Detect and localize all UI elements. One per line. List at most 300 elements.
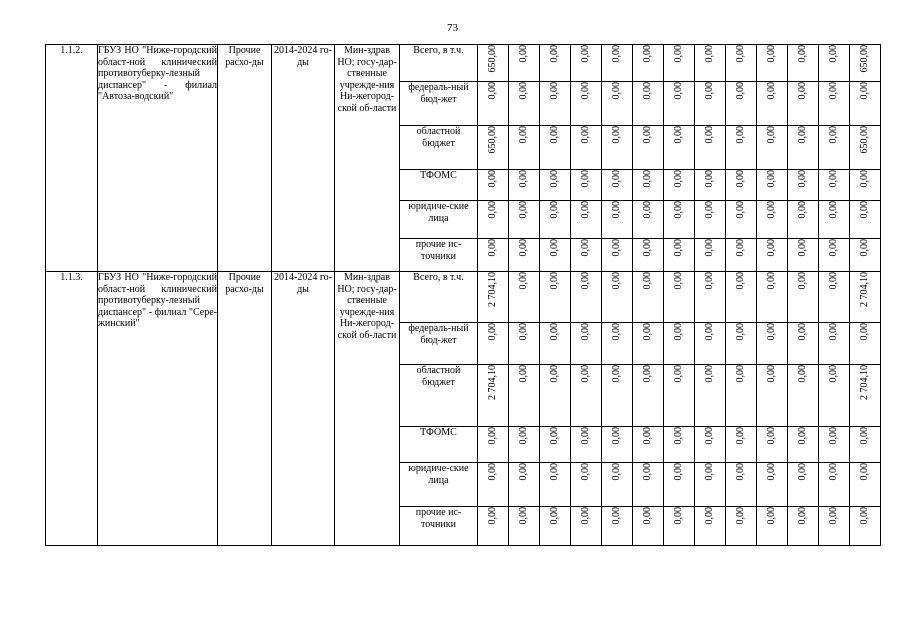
value-cell (695, 365, 726, 427)
value-cell (633, 507, 664, 546)
value-text: 0,00 (704, 45, 715, 63)
value-cell (571, 323, 602, 365)
value-text: 0,00 (766, 507, 777, 525)
value-text: 0,00 (704, 507, 715, 525)
value-cell (633, 272, 664, 323)
value-text: 0,00 (735, 365, 746, 383)
value-cell (695, 427, 726, 463)
value-cell (509, 45, 540, 82)
funding-source-label: юридиче-ские лица (400, 463, 478, 507)
value-text: 650,00 (859, 45, 870, 73)
value-text: 0,00 (549, 507, 560, 525)
value-cell (478, 45, 509, 82)
table-row (46, 45, 881, 82)
value-text: 0,00 (859, 201, 870, 219)
value-cell (819, 463, 850, 507)
value-cell (571, 239, 602, 272)
value-cell (509, 323, 540, 365)
value-text: 0,00 (580, 170, 591, 188)
value-cell (602, 323, 633, 365)
value-text: 0,00 (673, 170, 684, 188)
value-text: 0,00 (549, 45, 560, 63)
value-cell (757, 45, 788, 82)
value-text: 0,00 (797, 126, 808, 144)
value-text: 0,00 (518, 365, 529, 383)
value-text: 0,00 (580, 463, 591, 481)
value-cell (788, 82, 819, 126)
value-text: 0,00 (611, 82, 622, 100)
value-cell (850, 45, 881, 82)
budget-table (45, 44, 881, 546)
funding-source-label: областной бюджет (400, 365, 478, 427)
value-text: 0,00 (673, 427, 684, 445)
value-cell (819, 82, 850, 126)
value-text: 0,00 (735, 507, 746, 525)
value-text: 0,00 (642, 201, 653, 219)
value-text: 0,00 (549, 170, 560, 188)
value-text: 0,00 (549, 201, 560, 219)
value-cell (509, 272, 540, 323)
value-text: 0,00 (518, 126, 529, 144)
value-cell (571, 427, 602, 463)
value-text: 0,00 (580, 507, 591, 525)
funding-source-label: ТФОМС (400, 427, 478, 463)
value-text: 0,00 (580, 126, 591, 144)
value-cell (757, 126, 788, 170)
value-cell (478, 126, 509, 170)
value-text: 0,00 (766, 45, 777, 63)
value-cell (509, 239, 540, 272)
value-cell (788, 45, 819, 82)
value-text: 0,00 (859, 82, 870, 100)
value-cell (695, 45, 726, 82)
value-cell (788, 427, 819, 463)
value-text: 0,00 (518, 170, 529, 188)
value-text: 0,00 (487, 463, 498, 481)
value-text: 650,00 (487, 45, 498, 73)
value-cell (540, 463, 571, 507)
value-text: 0,00 (642, 45, 653, 63)
value-text: 0,00 (580, 201, 591, 219)
value-cell (478, 323, 509, 365)
value-text: 0,00 (611, 427, 622, 445)
value-text: 2 704,10 (859, 272, 870, 307)
value-text: 0,00 (704, 463, 715, 481)
value-cell (633, 463, 664, 507)
funding-source-label: Всего, в т.ч. (400, 45, 478, 82)
value-text: 0,00 (549, 323, 560, 341)
value-text: 0,00 (487, 201, 498, 219)
value-cell (788, 365, 819, 427)
value-cell (664, 365, 695, 427)
value-text: 2 704,10 (487, 272, 498, 307)
value-text: 0,00 (735, 82, 746, 100)
value-cell (664, 82, 695, 126)
value-cell (602, 126, 633, 170)
value-cell (509, 170, 540, 201)
value-text: 0,00 (642, 365, 653, 383)
value-cell (664, 427, 695, 463)
funding-source-label: прочие ис-точники (400, 507, 478, 546)
value-cell (509, 463, 540, 507)
funding-source-label: федераль-ный бюд-жет (400, 82, 478, 126)
value-text: 0,00 (518, 201, 529, 219)
value-text: 0,00 (735, 45, 746, 63)
value-cell (633, 126, 664, 170)
value-text: 0,00 (797, 507, 808, 525)
value-cell (478, 507, 509, 546)
value-text: 0,00 (766, 463, 777, 481)
value-text: 0,00 (549, 82, 560, 100)
value-cell (664, 507, 695, 546)
value-cell (478, 463, 509, 507)
value-cell (757, 427, 788, 463)
value-cell (478, 427, 509, 463)
value-text: 0,00 (518, 507, 529, 525)
funding-source-label: юридиче-ские лица (400, 201, 478, 239)
value-cell (726, 365, 757, 427)
value-text: 0,00 (518, 272, 529, 290)
value-text: 0,00 (766, 126, 777, 144)
row-entity: ГБУЗ НО "Ниже-городский област-ной клинический противотуберку-лезный диспансер" - филиал "Автоза-водский" (98, 45, 218, 272)
value-text: 0,00 (859, 463, 870, 481)
value-text: 0,00 (611, 272, 622, 290)
value-cell (850, 201, 881, 239)
value-text: 0,00 (518, 323, 529, 341)
value-text: 0,00 (611, 126, 622, 144)
value-cell (664, 126, 695, 170)
value-cell (478, 239, 509, 272)
value-cell (509, 507, 540, 546)
value-text: 0,00 (580, 323, 591, 341)
value-text: 0,00 (797, 239, 808, 257)
value-text: 0,00 (673, 365, 684, 383)
value-text: 0,00 (549, 463, 560, 481)
value-text: 0,00 (549, 272, 560, 290)
value-cell (571, 82, 602, 126)
value-cell (664, 272, 695, 323)
value-cell (633, 323, 664, 365)
row-responsible: Мин-здрав НО; госу-дар-ственные учрежде-ния Ни-жегород-ской об-ласти (335, 45, 400, 272)
value-cell (540, 272, 571, 323)
value-cell (571, 272, 602, 323)
value-cell (509, 427, 540, 463)
value-cell (726, 201, 757, 239)
value-text: 0,00 (673, 201, 684, 219)
value-cell (788, 239, 819, 272)
value-text: 0,00 (859, 507, 870, 525)
value-text: 0,00 (549, 239, 560, 257)
value-text: 0,00 (487, 170, 498, 188)
value-text: 0,00 (797, 463, 808, 481)
value-text: 0,00 (735, 272, 746, 290)
value-cell (602, 82, 633, 126)
value-text: 0,00 (828, 201, 839, 219)
value-cell (540, 239, 571, 272)
value-text: 0,00 (518, 427, 529, 445)
funding-source-label: Всего, в т.ч. (400, 272, 478, 323)
value-cell (788, 507, 819, 546)
value-cell (819, 427, 850, 463)
table-body (46, 45, 881, 546)
value-cell (633, 45, 664, 82)
value-text: 0,00 (673, 126, 684, 144)
value-cell (695, 463, 726, 507)
value-cell (819, 170, 850, 201)
row-period: 2014-2024 го-ды (272, 45, 335, 272)
value-cell (664, 201, 695, 239)
funding-source-label: федераль-ный бюд-жет (400, 323, 478, 365)
value-cell (540, 365, 571, 427)
value-text: 0,00 (487, 239, 498, 257)
value-text: 0,00 (611, 201, 622, 219)
row-number: 1.1.3. (46, 272, 98, 546)
value-text: 0,00 (859, 427, 870, 445)
value-text: 0,00 (766, 272, 777, 290)
value-cell (726, 427, 757, 463)
value-text: 650,00 (487, 126, 498, 154)
value-text: 0,00 (518, 45, 529, 63)
value-text: 0,00 (642, 427, 653, 445)
value-text: 0,00 (704, 427, 715, 445)
value-text: 0,00 (549, 427, 560, 445)
value-text: 0,00 (828, 323, 839, 341)
value-text: 0,00 (735, 463, 746, 481)
value-cell (540, 427, 571, 463)
value-cell (664, 170, 695, 201)
value-cell (602, 507, 633, 546)
value-text: 0,00 (735, 427, 746, 445)
value-cell (633, 201, 664, 239)
value-cell (819, 45, 850, 82)
value-cell (633, 427, 664, 463)
value-cell (478, 170, 509, 201)
value-text: 0,00 (580, 82, 591, 100)
value-text: 0,00 (611, 507, 622, 525)
value-cell (757, 365, 788, 427)
value-text: 0,00 (828, 239, 839, 257)
value-text: 0,00 (766, 201, 777, 219)
value-text: 0,00 (487, 82, 498, 100)
value-text: 0,00 (518, 463, 529, 481)
value-cell (633, 365, 664, 427)
value-text: 0,00 (487, 507, 498, 525)
value-text: 0,00 (797, 427, 808, 445)
value-cell (850, 239, 881, 272)
value-cell (695, 507, 726, 546)
value-text: 0,00 (642, 239, 653, 257)
value-text: 0,00 (797, 323, 808, 341)
value-cell (757, 239, 788, 272)
value-text: 0,00 (704, 272, 715, 290)
value-cell (571, 365, 602, 427)
value-cell (850, 427, 881, 463)
value-text: 0,00 (518, 82, 529, 100)
value-text: 0,00 (580, 272, 591, 290)
value-text: 0,00 (828, 463, 839, 481)
row-responsible: Мин-здрав НО; госу-дар-ственные учрежде-ния Ни-жегород-ской об-ласти (335, 272, 400, 546)
value-cell (602, 201, 633, 239)
value-cell (571, 126, 602, 170)
value-text: 0,00 (766, 323, 777, 341)
value-cell (788, 272, 819, 323)
value-text: 0,00 (828, 272, 839, 290)
value-cell (850, 170, 881, 201)
value-text: 0,00 (642, 323, 653, 341)
value-cell (602, 427, 633, 463)
value-cell (726, 126, 757, 170)
value-text: 0,00 (580, 365, 591, 383)
value-cell (757, 323, 788, 365)
row-expense-type: Прочие расхо-ды (218, 272, 272, 546)
value-text: 0,00 (673, 507, 684, 525)
value-cell (726, 170, 757, 201)
value-text: 0,00 (549, 126, 560, 144)
value-cell (788, 201, 819, 239)
value-cell (695, 126, 726, 170)
value-cell (850, 507, 881, 546)
value-cell (850, 126, 881, 170)
value-text: 0,00 (735, 323, 746, 341)
value-text: 0,00 (673, 272, 684, 290)
value-cell (695, 201, 726, 239)
value-text: 0,00 (797, 365, 808, 383)
value-text: 0,00 (642, 507, 653, 525)
value-cell (695, 323, 726, 365)
value-text: 2 704,10 (487, 365, 498, 400)
value-text: 0,00 (642, 82, 653, 100)
value-cell (819, 323, 850, 365)
value-text: 0,00 (704, 365, 715, 383)
value-text: 0,00 (828, 365, 839, 383)
value-text: 0,00 (859, 170, 870, 188)
value-cell (850, 272, 881, 323)
row-entity: ГБУЗ НО "Ниже-городский област-ной клинический противотуберку-лезный диспансер" - филиал "Сере-жинский" (98, 272, 218, 546)
value-cell (726, 323, 757, 365)
value-cell (850, 463, 881, 507)
value-cell (509, 365, 540, 427)
value-text: 0,00 (704, 239, 715, 257)
value-cell (819, 126, 850, 170)
value-cell (788, 126, 819, 170)
value-cell (757, 272, 788, 323)
value-text: 0,00 (797, 170, 808, 188)
value-text: 0,00 (518, 239, 529, 257)
value-cell (633, 82, 664, 126)
value-text: 0,00 (828, 126, 839, 144)
value-text: 0,00 (735, 126, 746, 144)
value-cell (726, 82, 757, 126)
value-text: 0,00 (611, 365, 622, 383)
value-cell (726, 272, 757, 323)
page-number: 73 (447, 22, 458, 34)
value-cell (757, 201, 788, 239)
value-cell (664, 463, 695, 507)
value-cell (664, 45, 695, 82)
value-text: 0,00 (642, 170, 653, 188)
value-text: 0,00 (766, 365, 777, 383)
value-cell (540, 201, 571, 239)
value-cell (695, 239, 726, 272)
value-cell (664, 323, 695, 365)
value-cell (509, 201, 540, 239)
value-cell (788, 323, 819, 365)
value-cell (757, 170, 788, 201)
value-cell (788, 463, 819, 507)
value-text: 0,00 (580, 45, 591, 63)
value-text: 0,00 (859, 323, 870, 341)
value-cell (850, 365, 881, 427)
value-text: 0,00 (611, 170, 622, 188)
value-text: 0,00 (704, 126, 715, 144)
value-cell (726, 239, 757, 272)
value-text: 0,00 (673, 82, 684, 100)
value-text: 0,00 (642, 272, 653, 290)
value-cell (571, 170, 602, 201)
value-cell (633, 239, 664, 272)
value-text: 0,00 (828, 82, 839, 100)
value-cell (633, 170, 664, 201)
value-cell (757, 82, 788, 126)
value-cell (571, 463, 602, 507)
value-cell (540, 323, 571, 365)
value-text: 0,00 (642, 126, 653, 144)
row-period: 2014-2024 го-ды (272, 272, 335, 546)
value-text: 0,00 (704, 201, 715, 219)
value-cell (850, 323, 881, 365)
value-text: 0,00 (766, 170, 777, 188)
value-text: 0,00 (611, 463, 622, 481)
value-cell (602, 239, 633, 272)
value-text: 0,00 (673, 323, 684, 341)
value-cell (664, 239, 695, 272)
value-text: 0,00 (611, 239, 622, 257)
value-text: 0,00 (797, 272, 808, 290)
value-cell (540, 82, 571, 126)
value-cell (695, 82, 726, 126)
value-text: 0,00 (673, 45, 684, 63)
value-cell (695, 170, 726, 201)
value-text: 0,00 (797, 82, 808, 100)
value-text: 650,00 (859, 126, 870, 154)
value-cell (478, 365, 509, 427)
value-cell (819, 239, 850, 272)
value-text: 0,00 (735, 201, 746, 219)
value-cell (757, 507, 788, 546)
value-text: 0,00 (735, 239, 746, 257)
value-text: 0,00 (673, 463, 684, 481)
value-text: 0,00 (828, 170, 839, 188)
row-expense-type: Прочие расхо-ды (218, 45, 272, 272)
value-cell (540, 507, 571, 546)
value-cell (695, 272, 726, 323)
value-text: 0,00 (611, 323, 622, 341)
value-text: 0,00 (797, 45, 808, 63)
value-text: 0,00 (549, 365, 560, 383)
value-text: 0,00 (580, 427, 591, 445)
value-cell (757, 463, 788, 507)
value-text: 0,00 (611, 45, 622, 63)
value-cell (540, 126, 571, 170)
value-cell (478, 201, 509, 239)
value-text: 0,00 (704, 82, 715, 100)
value-cell (602, 45, 633, 82)
funding-source-label: областной бюджет (400, 126, 478, 170)
value-text: 0,00 (766, 427, 777, 445)
value-text: 2 704,10 (859, 365, 870, 400)
value-text: 0,00 (766, 82, 777, 100)
value-text: 0,00 (487, 427, 498, 445)
